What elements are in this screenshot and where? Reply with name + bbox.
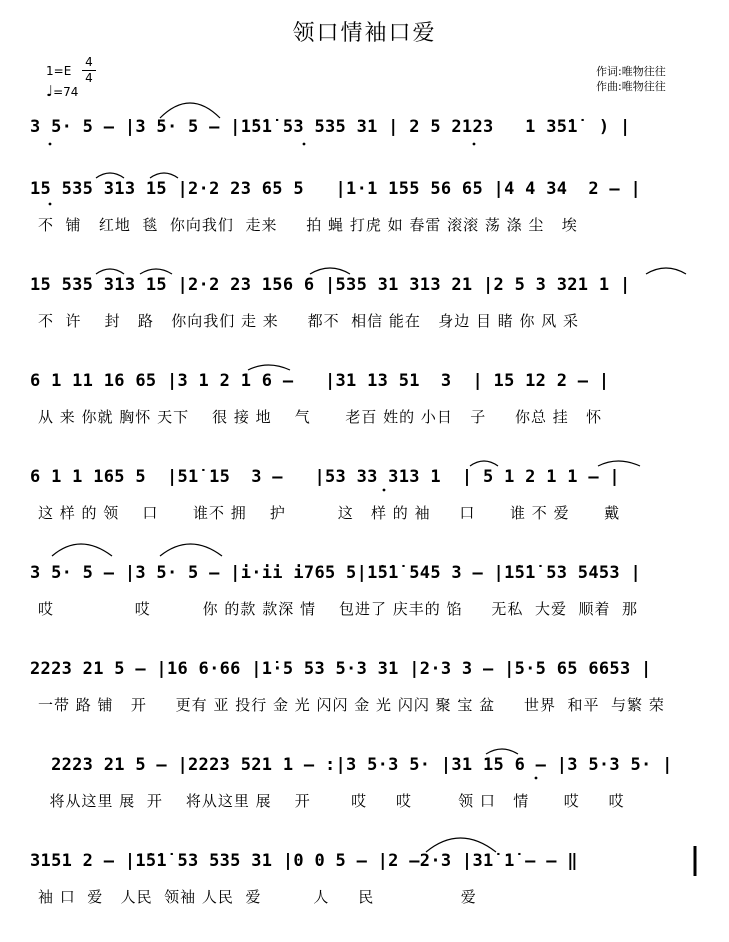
lyric-line-7: 一带 路 铺 开 更有 亚 投行 金 光 闪闪 金 光 闪闪 聚 宝 盆 世界 和平 与繁 荣 xyxy=(38,696,665,714)
time-signature-bottom: 4 xyxy=(85,71,93,85)
lyricist-credit: 作词:唯物往往 xyxy=(596,65,666,78)
lyric-line-8: 将从这里 展 开 将从这里 展 开 哎 哎 领 口 情 哎 哎 xyxy=(38,792,625,810)
lyric-line-9: 袖 口 爱 人民 领袖 人民 爱 人 民 爱 xyxy=(38,888,477,906)
notation-line-3: 15 535 313 15 |2·2 23 156 6 |535 31 313 21 |2 5 3 321 1 | xyxy=(30,275,631,295)
notation-line-1: 3 5· 5 – |3 5· 5 – |1̇5̇1̇ 53 535 31 | 2 5 2123 1 35̇1̇ ) | xyxy=(30,117,631,137)
time-signature-top: 4 xyxy=(85,55,93,69)
tempo-marking xyxy=(46,82,78,100)
notation-line-6: 3 5· 5 – |3 5· 5 – |i·ii i765 5|1̇5̇1̇ 545 3 – |1̇5̇1̇ 53 5453 | xyxy=(30,563,642,583)
key-signature: 1=E xyxy=(46,64,72,78)
dot-mark xyxy=(303,143,306,146)
dot-mark xyxy=(473,143,476,146)
quarter-note-icon: ♩ xyxy=(46,82,54,100)
lyric-line-4: 从 来 你就 胸怀 天下 很 接 地 气 老百 姓的 小日 子 你总 挂 怀 xyxy=(38,408,603,426)
lyric-line-5: 这 样 的 领 口 谁不 拥 护 这 样 的 袖 口 谁 不 爱 戴 xyxy=(38,504,621,522)
credits xyxy=(596,64,666,94)
slur-mark xyxy=(52,544,112,556)
song-title: 领口情袖口爱 xyxy=(292,21,437,46)
lyric-line-2: 不 铺 红地 毯 你向我们 走来 拍 蝇 打虎 如 春雷 滚滚 荡 涤 尘 埃 xyxy=(38,216,578,234)
notation-line-5: 6 1 1 165 5 |51̇ 15 3 – |53 33 313 1 | 5 1 2 1 1 – | xyxy=(30,467,620,487)
composer-credit: 作曲:唯物往往 xyxy=(596,80,666,93)
slur-mark xyxy=(160,544,222,556)
notation-line-7: 2223 21 5 – |16 6·66 |1̇·5 53 5·3 31 |2·3 3 – |5·5 65 6653 | xyxy=(30,659,652,679)
dot-mark xyxy=(49,143,52,146)
tempo-value: =74 xyxy=(53,85,79,99)
time-signature xyxy=(82,56,96,85)
notation-line-4: 6 1 11 16 65 |3 1 2 1 6 – |31 13 51 3 | 15 12 2 – | xyxy=(30,371,610,391)
lyric-line-3: 不 许 封 路 你向我们 走 来 都不 相信 能在 身边 目 睹 你 风 采 xyxy=(38,312,580,330)
lyric-line-1 xyxy=(38,148,698,170)
lyric-line-6: 哎 哎 你 的款 款深 情 包进了 庆丰的 馅 无私 大爱 顺着 那 xyxy=(38,600,639,618)
notation-line-8: 2223 21 5 – |2223 521 1 – :|3 5·3 5· |31 15 6 – |3 5·3 5· | xyxy=(30,755,673,775)
notation-line-9: 3151 2 – |1̇5̇1̇ 53 535 31 |0 0 5 – |2 –2·3 |31̇ 1̇ – – ‖ xyxy=(30,851,578,871)
notation-line-2: 15 535 313 15 |2·2 23 65 5 |1·1 155 56 65 |4 4 34 2 – | xyxy=(30,179,642,199)
